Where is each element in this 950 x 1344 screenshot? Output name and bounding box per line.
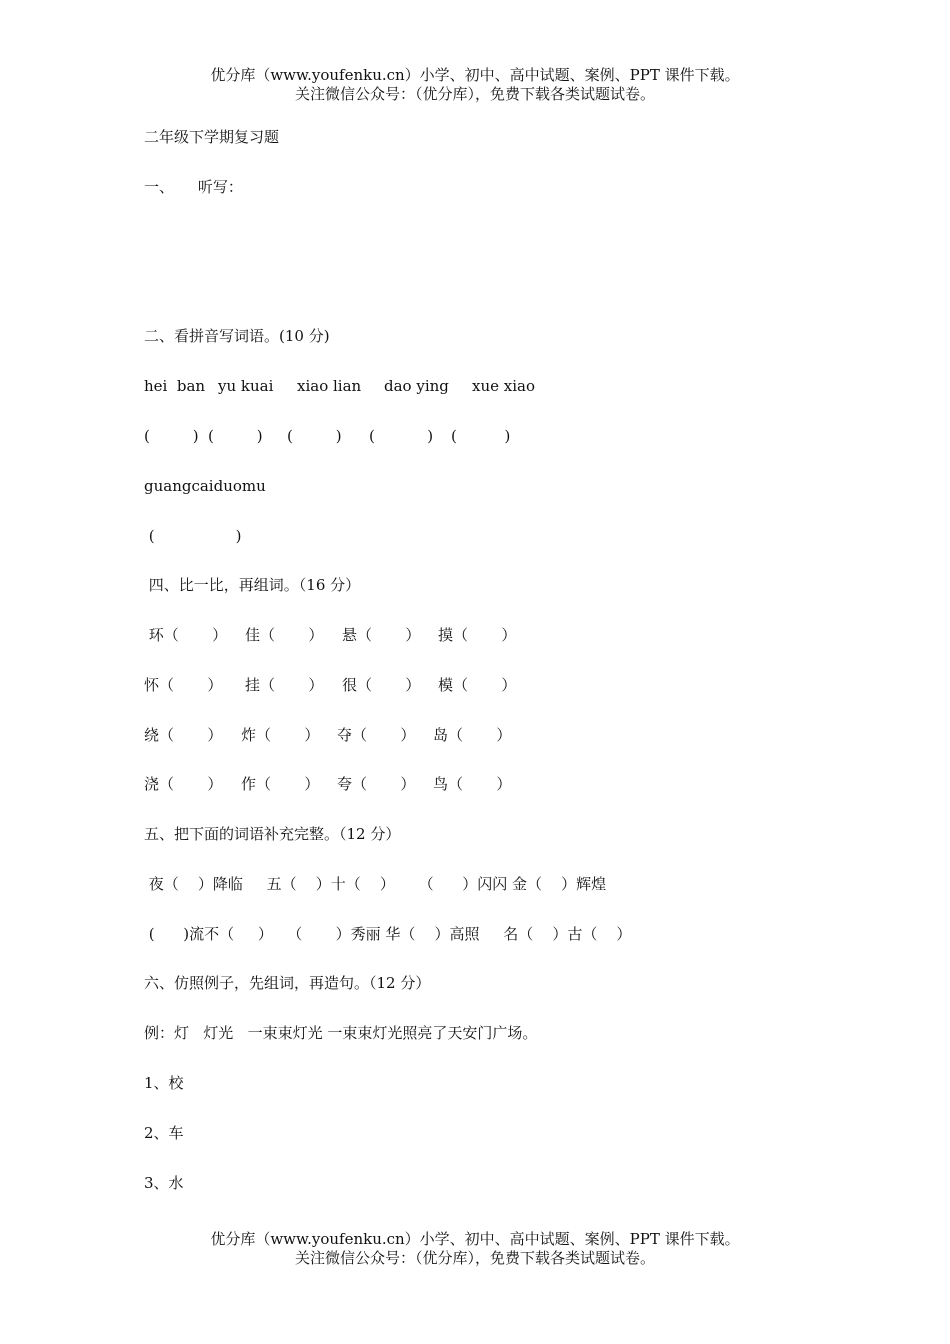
pinyin-item: yu kuai xyxy=(218,377,274,395)
idiom-line-1: 夜（ ）降临 五（ ）十（ ） （ ）闪闪 金（ ）辉煌 xyxy=(144,875,607,893)
section-4-label: 四、比一比，再组词。（16 分） xyxy=(144,576,361,594)
exercise-item: 3、水 xyxy=(144,1174,184,1192)
compare-item: 摸（ ） xyxy=(438,626,517,644)
compare-item: 很（ ） xyxy=(342,676,421,694)
header-line-1: 优分库（www.youfenku.cn）小学、初中、高中试题、案例、PPT 课件下载。 xyxy=(210,66,740,84)
compare-item: 挂（ ） xyxy=(245,676,324,694)
compare-item: 怀（ ） xyxy=(144,676,223,694)
footer-line-2: 关注微信公众号：（优分库），免费下载各类试题试卷。 xyxy=(294,1249,655,1267)
section-1-label: 一、 听写： xyxy=(144,178,243,196)
compare-item: 浇（ ） xyxy=(144,775,223,793)
header-line-2: 关注微信公众号：（优分库），免费下载各类试题试卷。 xyxy=(294,85,655,103)
answer-blank: ( ) xyxy=(144,427,199,445)
compare-item: 悬（ ） xyxy=(342,626,421,644)
idiom-line-2: ( )流不（ ） （ ）秀丽 华（ ）高照 名（ ）古（ ） xyxy=(144,925,632,943)
section-6-label: 六、仿照例子，先组词，再造句。（12 分） xyxy=(144,974,431,992)
pinyin-item: xiao lian xyxy=(297,377,362,395)
answer-blank: ( ) xyxy=(451,427,511,445)
page-footer xyxy=(0,1230,950,1268)
compare-item: 夺（ ） xyxy=(337,726,416,744)
compare-item: 鸟（ ） xyxy=(433,775,512,793)
compare-item: 绕（ ） xyxy=(144,726,223,744)
answer-blank-long: ( ) xyxy=(144,527,242,545)
compare-item: 环（ ） xyxy=(144,626,228,644)
section-2-label: 二、看拼音写词语。(10 分) xyxy=(144,327,330,345)
section-5-label: 五、把下面的词语补充完整。（12 分） xyxy=(144,825,401,843)
pinyin-item: hei ban xyxy=(144,377,206,395)
compare-item: 岛（ ） xyxy=(433,726,512,744)
pinyin-item: xue xiao xyxy=(472,377,535,395)
compare-item: 作（ ） xyxy=(241,775,320,793)
exercise-item: 2、车 xyxy=(144,1124,184,1142)
compare-item: 模（ ） xyxy=(438,676,517,694)
pinyin-long: guangcaiduomu xyxy=(144,477,266,495)
exercise-item: 1、校 xyxy=(144,1074,184,1092)
answer-blank: ( ) xyxy=(287,427,342,445)
compare-item: 炸（ ） xyxy=(241,726,320,744)
compare-item: 佳（ ） xyxy=(245,626,324,644)
example-sentence: 例：灯 灯光 一束束灯光 一束束灯光照亮了天安门广场。 xyxy=(144,1024,538,1042)
answer-blank: ( ) xyxy=(208,427,263,445)
document-title: 二年级下学期复习题 xyxy=(144,128,280,146)
pinyin-item: dao ying xyxy=(384,377,449,395)
compare-item: 夸（ ） xyxy=(337,775,416,793)
answer-blank: ( ) xyxy=(369,427,434,445)
footer-line-1: 优分库（www.youfenku.cn）小学、初中、高中试题、案例、PPT 课件下载。 xyxy=(210,1230,740,1248)
page-header xyxy=(0,66,950,104)
